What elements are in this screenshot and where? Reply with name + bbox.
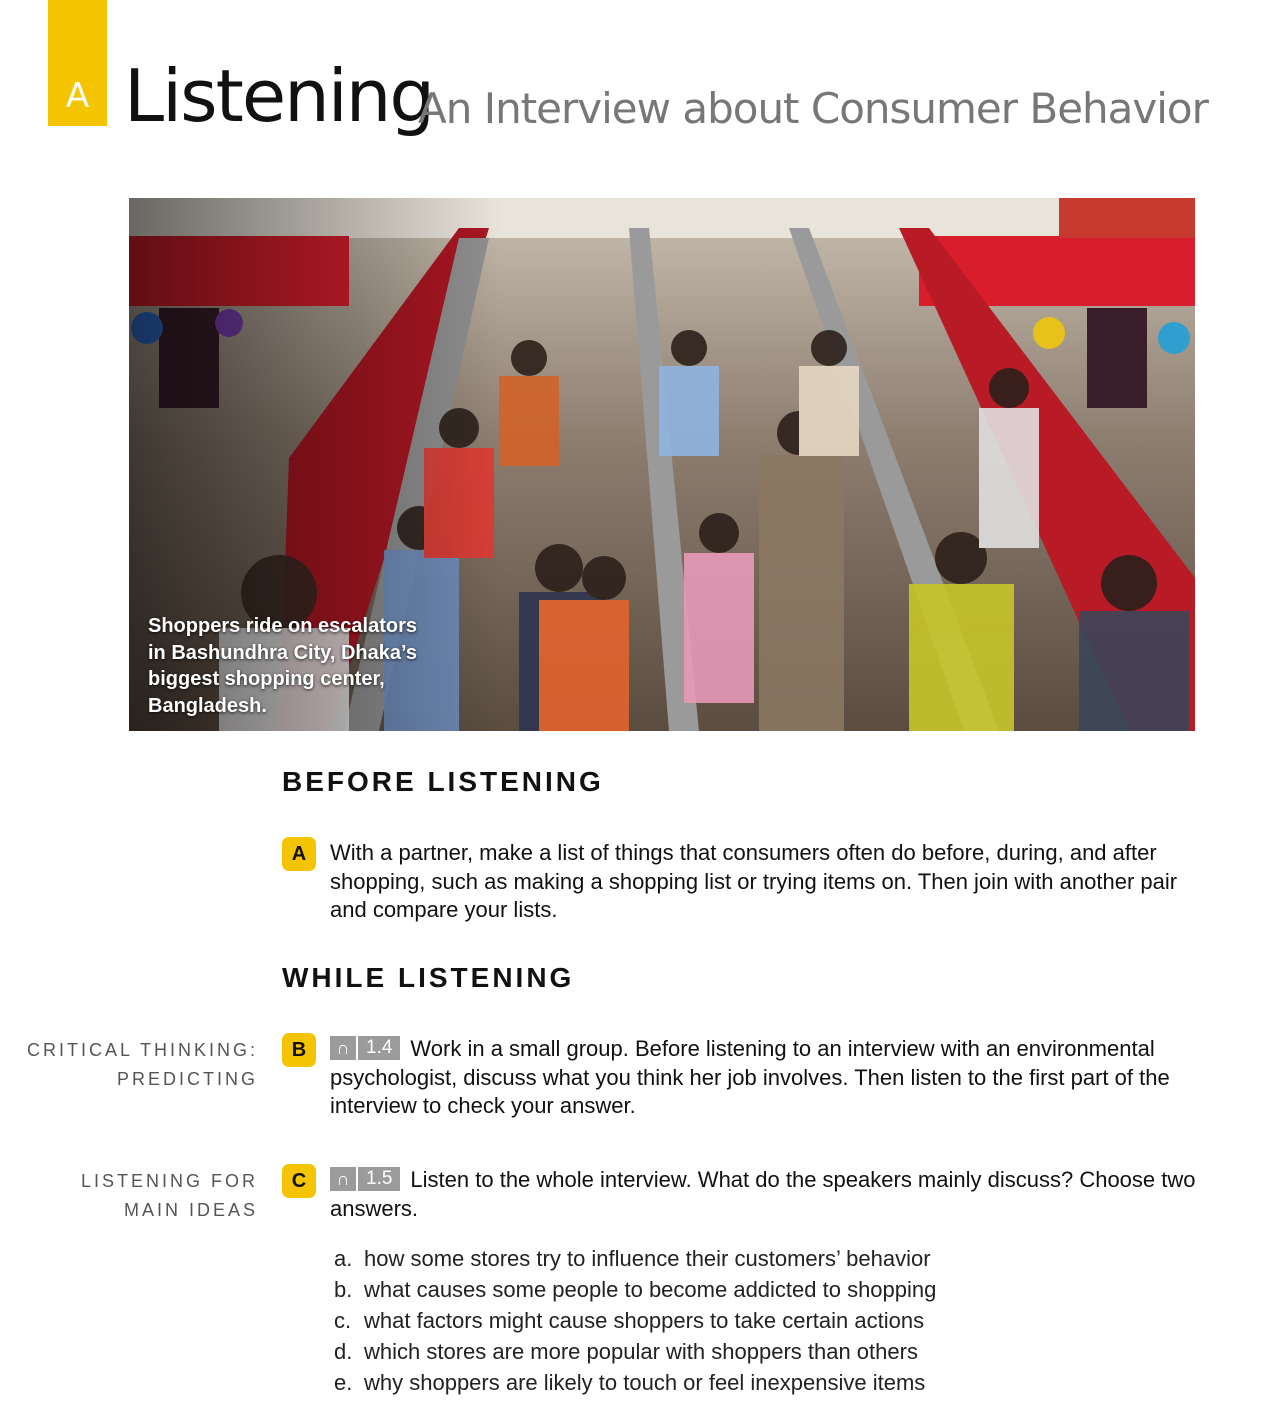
option-letter: e. [334,1370,353,1395]
option-b[interactable] [334,1274,936,1305]
exercise-c-skill-label [81,1167,258,1224]
option-letter: a. [334,1246,353,1271]
while-listening-heading: WHILE LISTENING [282,962,575,993]
exercise-c-options [334,1243,936,1398]
option-e[interactable] [334,1367,936,1398]
photo-caption: Shoppers ride on escalators in Bashundhra City, Dhaka’s biggest shopping center, Bangladesh. [148,615,417,717]
exercise-b-skill-line2: PREDICTING [116,1068,258,1089]
exercise-c-badge: C [282,1164,316,1198]
option-text: what factors might cause shoppers to take certain actions [364,1308,925,1333]
headphones-icon: ∩ [330,1036,356,1060]
option-text: what causes some people to become addicted to shopping [364,1277,937,1302]
before-listening-heading: BEFORE LISTENING [282,766,604,797]
exercise-b-paragraph [330,1035,1200,1121]
exercise-c-audio[interactable] [330,1167,400,1191]
exercise-b-skill-line1: CRITICAL THINKING: [26,1040,258,1060]
option-letter: d. [334,1339,353,1364]
headphones-icon: ∩ [330,1167,356,1191]
option-d[interactable] [334,1336,936,1367]
exercise-b-track: 1.4 [358,1036,400,1060]
option-c[interactable] [334,1305,936,1336]
option-letter: b. [334,1277,353,1302]
option-text: which stores are more popular with shoppers than others [364,1339,918,1364]
option-a[interactable] [334,1243,936,1274]
exercise-c-skill-line2: MAIN IDEAS [123,1199,258,1220]
exercise-b-badge: B [282,1033,316,1067]
exercise-c-skill-line1: LISTENING FOR [80,1171,258,1191]
section-tab-letter: A [65,76,90,116]
exercise-a-text: With a partner, make a list of things that consumers often do before, during, and after shopping, such as making a shopping list or trying items on. Then join with another pair and compare your lists. [330,840,1178,922]
exercise-b-audio[interactable] [330,1036,400,1060]
exercise-c-text: Listen to the whole interview. What do the speakers mainly discuss? Choose two answers. [330,1167,1196,1221]
option-text: how some stores try to influence their customers’ behavior [364,1246,931,1271]
option-letter: c. [334,1308,352,1333]
exercise-c-paragraph [330,1166,1200,1223]
section-tab [48,0,107,126]
exercise-b-skill-label [27,1036,258,1093]
exercise-a-badge: A [282,837,316,871]
page-title: Listening [124,54,434,138]
exercise-c-track: 1.5 [358,1167,400,1191]
page-subtitle: An Interview about Consumer Behavior [418,84,1208,133]
option-text: why shoppers are likely to touch or feel inexpensive items [364,1370,926,1395]
exercise-b-text: Work in a small group. Before listening to an interview with an environmental psychologist, discuss what you think her job involves. Then listen to the first part of the interview to check your answer. [330,1036,1170,1118]
